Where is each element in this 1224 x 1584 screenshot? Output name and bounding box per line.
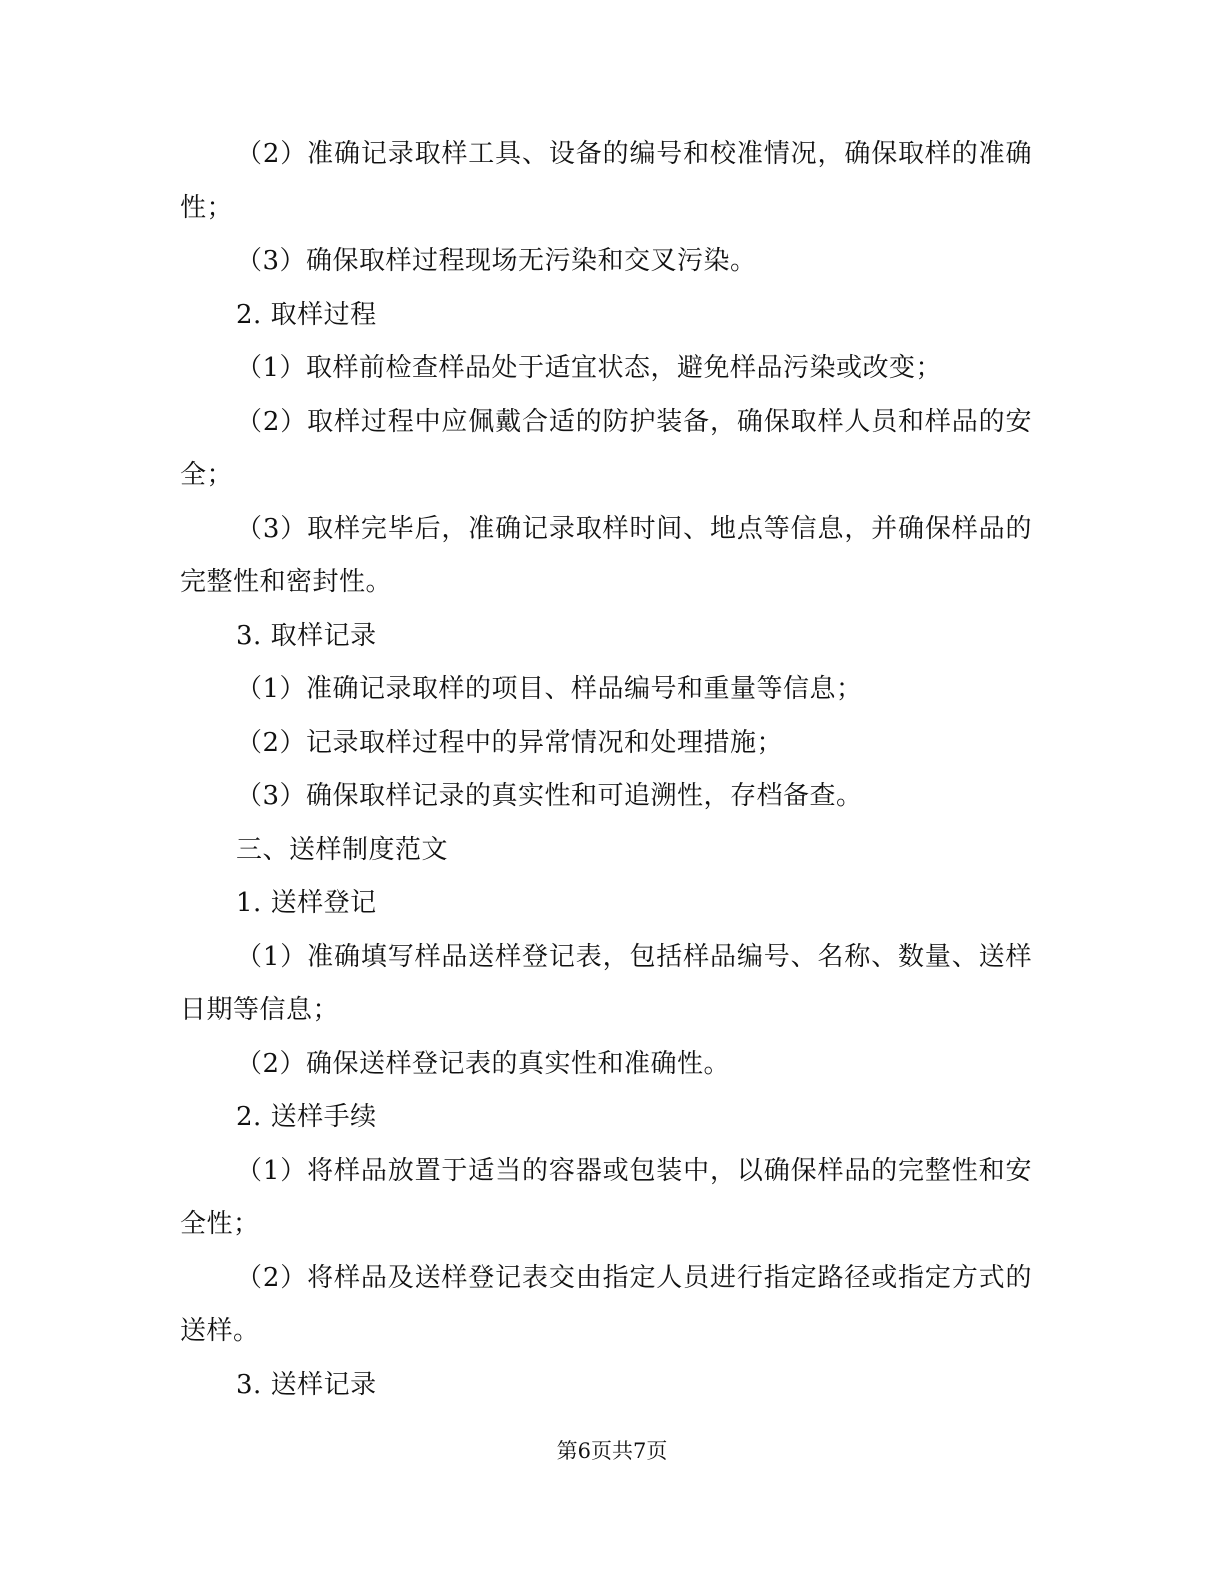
section-heading: 3. 取样记录 [236,620,377,651]
paragraph: （1）准确填写样品送样登记表，包括样品编号、名称、数量、送样日期等信息； [180,941,1032,1025]
chapter-heading: 三、送样制度范文 [236,834,449,865]
paragraph: （3）取样完毕后，准确记录取样时间、地点等信息，并确保样品的完整性和密封性。 [180,513,1032,597]
section-heading: 2. 送样手续 [236,1102,377,1132]
section-heading: 3. 送样记录 [236,1369,377,1400]
paragraph: （1）将样品放置于适当的容器或包装中，以确保样品的完整性和安全性； [180,1155,1032,1239]
paragraph: （1）准确记录取样的项目、样品编号和重量等信息； [236,674,863,704]
paragraph: （2）将样品及送样登记表交由指定人员进行指定路径或指定方式的送样。 [180,1262,1032,1346]
paragraph: （3）确保取样过程现场无污染和交叉污染。 [236,246,757,276]
section-heading: 1. 送样登记 [236,888,377,918]
paragraph: （3）确保取样记录的真实性和可追溯性，存档备查。 [236,781,863,811]
page-number: 第6页共7页 [556,1439,668,1463]
paragraph: （2）准确记录取样工具、设备的编号和校准情况，确保取样的准确性； [180,139,1032,223]
paragraph: （1）取样前检查样品处于适宜状态，避免样品污染或改变； [236,353,943,383]
document-body [180,128,1032,1412]
paragraph: （2）取样过程中应佩戴合适的防护装备，确保取样人员和样品的安全； [180,406,1032,490]
paragraph: （2）记录取样过程中的异常情况和处理措施； [236,727,784,758]
paragraph: （2）确保送样登记表的真实性和准确性。 [236,1048,731,1079]
section-heading: 2. 取样过程 [236,299,377,330]
